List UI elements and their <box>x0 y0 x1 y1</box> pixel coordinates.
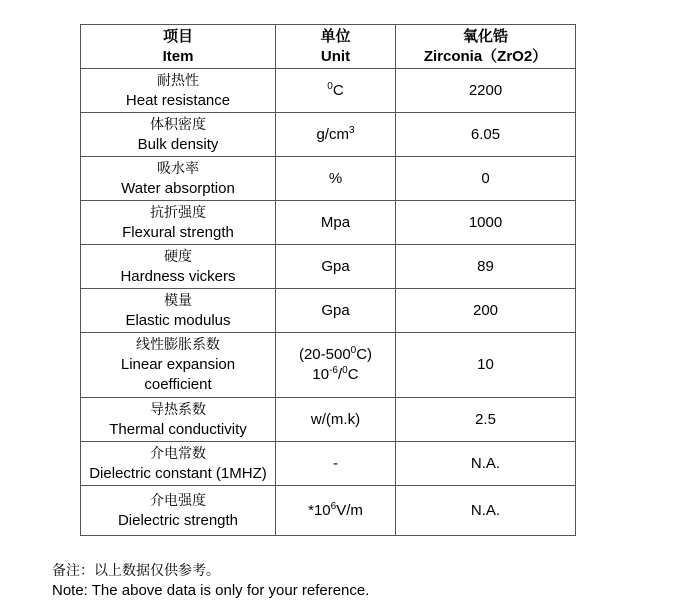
table-row <box>81 245 576 289</box>
table-row <box>81 113 576 157</box>
unit-superscript: 3 <box>348 124 355 136</box>
unit-text: (20-500 <box>298 346 351 363</box>
property-name-en-line1: Linear expansion <box>120 356 236 373</box>
unit-superscript: 0 <box>342 365 348 376</box>
property-name-zh: 导热系数 <box>150 401 206 418</box>
unit-text: C) <box>356 346 373 363</box>
property-name-zh: 线性膨胀系数 <box>136 337 220 353</box>
property-value: 0 <box>396 157 576 201</box>
unit-superscript: -6 <box>329 365 338 376</box>
table-header-row <box>81 25 576 69</box>
property-name-en: Thermal conductivity <box>109 420 247 438</box>
property-name-en: Flexural strength <box>122 223 234 241</box>
property-value: N.A. <box>396 442 576 486</box>
properties-table <box>80 24 576 536</box>
header-unit <box>276 25 396 69</box>
property-name-zh: 吸水率 <box>157 160 199 177</box>
header-material <box>396 25 576 69</box>
property-unit: % <box>276 157 396 201</box>
property-unit: w/(m.k) <box>276 398 396 442</box>
unit-text: / <box>338 366 343 383</box>
property-name-zh: 耐热性 <box>157 72 199 89</box>
unit-text: *10 <box>308 501 331 519</box>
unit-text: C <box>347 366 359 383</box>
property-name-zh: 抗折强度 <box>150 204 206 221</box>
unit-line2 <box>278 365 393 385</box>
property-unit: Gpa <box>276 245 396 289</box>
property-unit <box>276 113 396 157</box>
property-name <box>81 69 276 113</box>
property-value: 10 <box>396 333 576 398</box>
property-name <box>81 398 276 442</box>
property-name <box>81 333 276 398</box>
property-value: 200 <box>396 289 576 333</box>
header-material-en: Zirconia（ZrO2） <box>423 47 548 65</box>
table-row <box>81 69 576 113</box>
property-value: N.A. <box>396 486 576 536</box>
property-name-zh: 介电强度 <box>150 492 206 509</box>
property-name-en: Hardness vickers <box>120 267 236 285</box>
property-unit <box>276 69 396 113</box>
table-row <box>81 486 576 536</box>
property-name-zh: 模量 <box>164 292 192 309</box>
property-name <box>81 201 276 245</box>
unit-superscript: 6 <box>330 500 337 512</box>
property-value: 1000 <box>396 201 576 245</box>
property-name-zh: 体积密度 <box>150 116 206 133</box>
property-name-en: Heat resistance <box>125 91 231 109</box>
property-name-zh: 介电常数 <box>150 445 206 462</box>
unit-text: 10 <box>312 366 330 383</box>
unit-line1 <box>278 345 393 365</box>
property-unit: Gpa <box>276 289 396 333</box>
unit-text: V/m <box>336 501 363 519</box>
note-zh: 备注：以上数据仅供参考。 <box>52 563 220 579</box>
property-value: 2.5 <box>396 398 576 442</box>
property-name-en: Bulk density <box>137 135 219 153</box>
header-item-zh: 项目 <box>162 27 193 45</box>
property-name <box>81 289 276 333</box>
property-value: 2200 <box>396 69 576 113</box>
property-unit <box>276 333 396 398</box>
header-item-en: Item <box>162 47 194 65</box>
property-name-en: Water absorption <box>121 179 235 197</box>
property-value: 6.05 <box>396 113 576 157</box>
table-row <box>81 333 576 398</box>
property-name <box>81 442 276 486</box>
property-name-en: Dielectric strength <box>117 511 239 529</box>
property-name-en-line2: coefficient <box>144 376 212 393</box>
property-unit <box>276 486 396 536</box>
header-material-zh: 氧化锆 <box>462 27 508 45</box>
table-row <box>81 201 576 245</box>
property-name-zh: 硬度 <box>164 248 192 265</box>
property-unit: - <box>276 442 396 486</box>
property-name-en: Elastic modulus <box>125 311 231 329</box>
table-row <box>81 157 576 201</box>
header-item <box>81 25 276 69</box>
property-unit: Mpa <box>276 201 396 245</box>
note-en: Note: The above data is only for your reference. <box>52 582 370 599</box>
table-row <box>81 398 576 442</box>
table-row <box>81 442 576 486</box>
unit-text: C <box>332 81 344 99</box>
unit-superscript: 0 <box>327 80 333 92</box>
header-unit-en: Unit <box>320 47 351 65</box>
property-name <box>81 245 276 289</box>
property-value: 89 <box>396 245 576 289</box>
table-row <box>81 289 576 333</box>
property-name <box>81 157 276 201</box>
unit-text: g/cm <box>316 125 349 143</box>
property-name <box>81 113 276 157</box>
unit-superscript: 0 <box>350 345 357 356</box>
property-name <box>81 486 276 536</box>
property-name-en: Dielectric constant (1MHZ) <box>89 464 267 482</box>
header-unit-zh: 单位 <box>320 27 351 45</box>
